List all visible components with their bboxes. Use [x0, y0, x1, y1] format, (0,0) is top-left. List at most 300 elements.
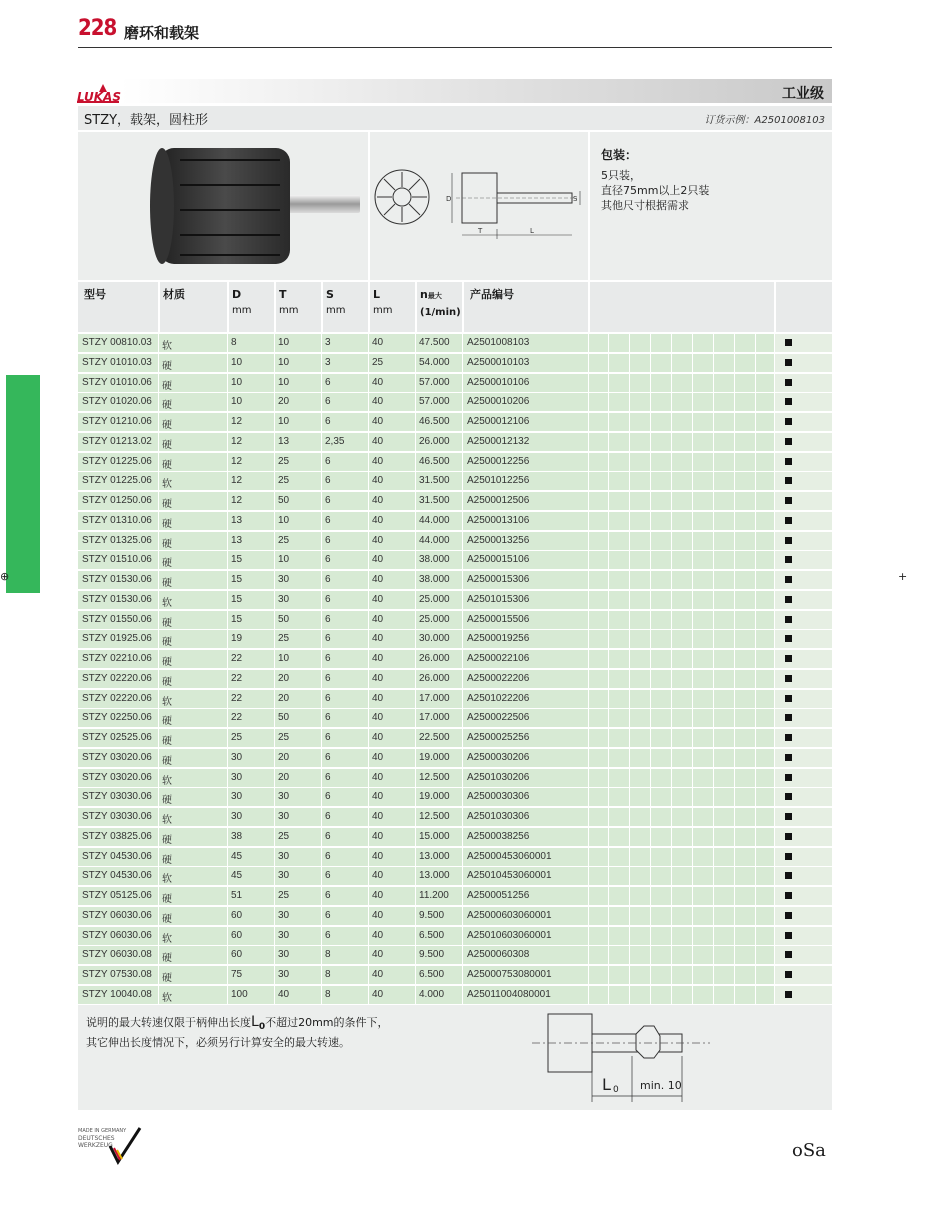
- column-divider: [774, 591, 775, 609]
- column-divider: [368, 769, 369, 787]
- table-row: [78, 907, 832, 925]
- table-row: [78, 374, 832, 392]
- note-text: 不超过20mm的条件下，: [265, 1016, 389, 1029]
- column-divider: [588, 867, 589, 885]
- cell-t: 20: [278, 771, 290, 783]
- image-divider: [588, 132, 590, 280]
- cell-part-number: A2500010206: [467, 396, 530, 408]
- column-divider: [415, 374, 416, 392]
- column-divider: [692, 374, 693, 392]
- column-divider: [734, 374, 735, 392]
- column-divider: [321, 472, 322, 490]
- column-divider: [158, 966, 159, 984]
- column-divider: [755, 334, 756, 352]
- column-divider: [734, 946, 735, 964]
- column-divider: [158, 749, 159, 767]
- column-divider: [755, 492, 756, 510]
- availability-mark-icon: [785, 675, 792, 682]
- column-divider: [692, 670, 693, 688]
- column-divider: [415, 927, 416, 945]
- availability-cell: [775, 650, 832, 668]
- column-divider: [321, 630, 322, 648]
- cell-material: 硬: [162, 420, 172, 431]
- column-divider: [158, 393, 159, 411]
- column-divider: [629, 611, 630, 629]
- column-divider: [462, 709, 463, 727]
- cell-d: 22: [231, 692, 243, 704]
- column-divider: [227, 393, 228, 411]
- cell-material: 硬: [162, 558, 172, 570]
- column-divider: [629, 867, 630, 885]
- packaging-title: 包装：: [601, 148, 638, 162]
- column-divider: [671, 788, 672, 806]
- column-divider: [415, 749, 416, 767]
- cell-part-number: A2500012132: [467, 435, 530, 447]
- column-divider: [158, 670, 159, 688]
- column-divider: [588, 354, 589, 372]
- cell-t: 25: [278, 890, 290, 901]
- made-in-line: WERKZEUG: [78, 1142, 113, 1149]
- column-divider: [274, 532, 275, 550]
- column-divider: [274, 630, 275, 648]
- column-divider: [650, 670, 651, 688]
- column-divider: [774, 690, 775, 708]
- column-divider: [415, 808, 416, 826]
- column-divider: [608, 907, 609, 925]
- column-divider: [734, 571, 735, 589]
- column-divider: [629, 946, 630, 964]
- col-l-label: L: [373, 288, 381, 301]
- column-divider: [462, 788, 463, 806]
- column-divider: [588, 690, 589, 708]
- cell-s: 6: [325, 534, 331, 546]
- cell-part-number: A2500025256: [467, 732, 530, 743]
- column-divider: [368, 729, 369, 747]
- cell-s: 6: [325, 633, 331, 645]
- column-divider: [774, 788, 775, 806]
- column-divider: [734, 867, 735, 885]
- cell-model: STZY 01325.06: [82, 534, 152, 546]
- column-divider: [321, 334, 322, 352]
- cell-material: 硬: [162, 637, 172, 649]
- column-divider: [755, 453, 756, 471]
- column-divider: [713, 334, 714, 352]
- column-divider: [158, 334, 159, 352]
- column-divider: [608, 690, 609, 708]
- column-divider: [608, 828, 609, 846]
- column-divider: [608, 413, 609, 431]
- cell-d: 60: [231, 909, 243, 921]
- column-divider: [734, 808, 735, 826]
- column-divider: [650, 986, 651, 1004]
- column-divider: [774, 630, 775, 648]
- column-divider: [462, 374, 463, 392]
- cell-model: STZY 03030.06: [82, 791, 152, 803]
- availability-mark-icon: [785, 734, 792, 741]
- column-divider: [274, 788, 275, 806]
- column-divider: [158, 453, 159, 471]
- column-divider: [368, 848, 369, 866]
- column-divider: [629, 433, 630, 451]
- column-divider: [774, 749, 775, 767]
- column-divider: [692, 512, 693, 530]
- column-divider: [734, 512, 735, 530]
- col-d-label: D: [232, 288, 242, 301]
- column-divider: [713, 907, 714, 925]
- column-divider: [588, 769, 589, 787]
- column-divider: [629, 966, 630, 984]
- column-divider: [755, 630, 756, 648]
- header-divider: [274, 282, 276, 332]
- column-divider: [671, 769, 672, 787]
- column-divider: [462, 650, 463, 668]
- column-divider: [692, 492, 693, 510]
- cell-n-max: 54.000: [419, 356, 450, 368]
- col-n: [420, 287, 461, 320]
- column-divider: [650, 571, 651, 589]
- column-divider: [415, 867, 416, 885]
- column-divider: [158, 571, 159, 589]
- cell-t: 50: [278, 613, 290, 625]
- column-divider: [671, 532, 672, 550]
- cell-d: 15: [231, 593, 243, 605]
- cell-n-max: 12.500: [419, 811, 450, 822]
- column-divider: [415, 413, 416, 431]
- column-divider: [734, 887, 735, 905]
- availability-mark-icon: [785, 379, 792, 386]
- column-divider: [671, 512, 672, 530]
- column-divider: [734, 788, 735, 806]
- cell-material: 硬: [162, 439, 172, 451]
- cell-material: 硬: [162, 676, 172, 688]
- column-divider: [274, 749, 275, 767]
- cell-model: STZY 04530.06: [82, 870, 152, 882]
- column-divider: [774, 907, 775, 925]
- checkmark-icon: [106, 1126, 144, 1168]
- column-divider: [713, 393, 714, 411]
- column-divider: [713, 808, 714, 826]
- column-divider: [321, 848, 322, 866]
- cell-d: 60: [231, 949, 243, 961]
- column-divider: [321, 749, 322, 767]
- column-divider: [629, 927, 630, 945]
- cell-model: STZY 01010.03: [82, 356, 152, 368]
- column-divider: [227, 433, 228, 451]
- cell-d: 12: [231, 475, 243, 487]
- column-divider: [274, 492, 275, 510]
- column-divider: [227, 966, 228, 984]
- cell-d: 13: [231, 514, 243, 526]
- cell-s: 8: [325, 949, 331, 961]
- column-divider: [588, 887, 589, 905]
- table-row: [78, 670, 832, 688]
- column-divider: [608, 729, 609, 747]
- cell-d: 12: [231, 455, 243, 467]
- column-divider: [755, 571, 756, 589]
- column-divider: [671, 611, 672, 629]
- column-divider: [158, 611, 159, 629]
- cell-t: 10: [278, 376, 290, 388]
- cell-d: 12: [231, 435, 243, 447]
- column-divider: [650, 334, 651, 352]
- cell-material: 硬: [162, 795, 172, 807]
- column-divider: [588, 532, 589, 550]
- cell-s: 6: [325, 376, 331, 388]
- column-divider: [629, 690, 630, 708]
- column-divider: [321, 571, 322, 589]
- column-divider: [713, 512, 714, 530]
- order-example: 订货示例：A2501008103: [704, 115, 825, 126]
- cell-material: 硬: [162, 854, 172, 866]
- column-divider: [650, 591, 651, 609]
- column-divider: [755, 867, 756, 885]
- table-row: [78, 887, 832, 905]
- cell-d: 30: [231, 811, 243, 822]
- availability-mark-icon: [785, 991, 792, 998]
- column-divider: [734, 907, 735, 925]
- column-divider: [608, 808, 609, 826]
- column-divider: [774, 433, 775, 451]
- column-divider: [650, 848, 651, 866]
- column-divider: [713, 551, 714, 569]
- column-divider: [274, 986, 275, 1004]
- column-divider: [462, 630, 463, 648]
- cell-n-max: 15.000: [419, 830, 450, 842]
- column-divider: [629, 670, 630, 688]
- column-divider: [415, 966, 416, 984]
- column-divider: [415, 709, 416, 727]
- cell-l: 40: [372, 811, 384, 822]
- product-table: [78, 334, 832, 1006]
- column-divider: [321, 927, 322, 945]
- cell-n-max: 17.000: [419, 712, 450, 724]
- column-divider: [650, 966, 651, 984]
- column-divider: [692, 709, 693, 727]
- column-divider: [755, 690, 756, 708]
- column-divider: [368, 393, 369, 411]
- column-divider: [158, 374, 159, 392]
- column-divider: [713, 433, 714, 451]
- column-divider: [774, 966, 775, 984]
- cell-part-number: A2500019256: [467, 633, 530, 645]
- column-divider: [774, 650, 775, 668]
- column-divider: [608, 946, 609, 964]
- cell-d: 30: [231, 791, 243, 803]
- column-divider: [462, 966, 463, 984]
- column-divider: [274, 887, 275, 905]
- packaging-line: 其他尺寸根据需求: [601, 199, 689, 212]
- column-divider: [321, 433, 322, 451]
- availability-mark-icon: [785, 853, 792, 860]
- cell-d: 13: [231, 534, 243, 546]
- column-divider: [274, 453, 275, 471]
- column-divider: [227, 769, 228, 787]
- cell-s: 6: [325, 455, 331, 467]
- availability-mark-icon: [785, 458, 792, 465]
- column-divider: [158, 532, 159, 550]
- cell-s: 8: [325, 988, 331, 1000]
- cell-d: 15: [231, 574, 243, 585]
- column-divider: [462, 769, 463, 787]
- column-divider: [274, 828, 275, 846]
- column-divider: [227, 650, 228, 668]
- column-divider: [227, 907, 228, 925]
- column-divider: [588, 472, 589, 490]
- column-divider: [274, 670, 275, 688]
- availability-mark-icon: [785, 833, 792, 840]
- column-divider: [158, 551, 159, 569]
- made-in-line: MADE IN GERMANY: [78, 1128, 127, 1134]
- column-divider: [713, 927, 714, 945]
- column-divider: [629, 354, 630, 372]
- column-divider: [274, 393, 275, 411]
- table-row: [78, 966, 832, 984]
- cell-model: STZY 01010.06: [82, 376, 152, 388]
- cell-t: 30: [278, 811, 290, 822]
- cell-d: 15: [231, 613, 243, 625]
- cell-n-max: 26.000: [419, 435, 450, 447]
- column-divider: [321, 828, 322, 846]
- cell-s: 6: [325, 554, 331, 566]
- dim-l: L: [530, 227, 534, 235]
- cell-part-number: A2500051256: [467, 890, 530, 901]
- column-divider: [755, 354, 756, 372]
- cell-l: 40: [372, 949, 384, 961]
- column-divider: [650, 433, 651, 451]
- column-divider: [368, 927, 369, 945]
- column-divider: [274, 433, 275, 451]
- column-divider: [227, 749, 228, 767]
- cell-material: 硬: [162, 755, 172, 767]
- availability-cell: [775, 709, 832, 727]
- column-divider: [588, 749, 589, 767]
- column-divider: [368, 571, 369, 589]
- column-divider: [650, 808, 651, 826]
- cell-t: 25: [278, 534, 290, 546]
- column-divider: [755, 749, 756, 767]
- cell-d: 75: [231, 969, 243, 980]
- column-divider: [713, 966, 714, 984]
- column-divider: [274, 690, 275, 708]
- cell-material: 硬: [162, 716, 172, 728]
- column-divider: [734, 650, 735, 668]
- column-divider: [462, 867, 463, 885]
- column-divider: [158, 690, 159, 708]
- column-divider: [274, 927, 275, 945]
- column-divider: [692, 532, 693, 550]
- cell-model: STZY 03020.06: [82, 771, 152, 783]
- cell-d: 38: [231, 830, 243, 842]
- cell-l: 40: [372, 653, 384, 664]
- cell-material: 硬: [162, 459, 172, 471]
- cell-model: STZY 02220.06: [82, 692, 152, 704]
- product-photo: [140, 140, 365, 270]
- table-row: [78, 867, 832, 885]
- column-divider: [462, 492, 463, 510]
- column-divider: [462, 354, 463, 372]
- column-divider: [588, 551, 589, 569]
- column-divider: [755, 532, 756, 550]
- column-divider: [368, 472, 369, 490]
- l0-sub: 0: [613, 1085, 619, 1095]
- availability-cell: [775, 492, 832, 510]
- column-divider: [734, 591, 735, 609]
- column-divider: [671, 551, 672, 569]
- cell-l: 40: [372, 613, 384, 625]
- column-divider: [158, 907, 159, 925]
- cell-t: 30: [278, 929, 290, 941]
- availability-mark-icon: [785, 596, 792, 603]
- cell-n-max: 19.000: [419, 791, 450, 803]
- cell-n-max: 31.500: [419, 475, 450, 487]
- column-divider: [588, 433, 589, 451]
- column-divider: [608, 532, 609, 550]
- column-divider: [368, 453, 369, 471]
- cell-n-max: 9.500: [419, 909, 445, 921]
- column-divider: [692, 571, 693, 589]
- column-divider: [588, 630, 589, 648]
- cell-n-max: 6.500: [419, 969, 445, 980]
- cell-l: 40: [372, 495, 384, 506]
- cell-t: 30: [278, 791, 290, 803]
- column-divider: [713, 769, 714, 787]
- column-divider: [588, 492, 589, 510]
- column-divider: [734, 532, 735, 550]
- column-divider: [588, 848, 589, 866]
- cell-n-max: 13.000: [419, 850, 450, 862]
- column-divider: [713, 946, 714, 964]
- cell-n-max: 57.000: [419, 376, 450, 388]
- col-part: 产品编号: [470, 288, 514, 301]
- column-divider: [734, 453, 735, 471]
- brand-logo: [77, 82, 119, 104]
- column-divider: [734, 630, 735, 648]
- table-row: [78, 808, 832, 826]
- header-divider: [321, 282, 323, 332]
- column-divider: [274, 591, 275, 609]
- column-divider: [755, 591, 756, 609]
- column-divider: [321, 492, 322, 510]
- cell-l: 40: [372, 909, 384, 921]
- column-divider: [158, 354, 159, 372]
- cell-s: 6: [325, 653, 331, 664]
- column-divider: [650, 769, 651, 787]
- column-divider: [671, 630, 672, 648]
- column-divider: [774, 512, 775, 530]
- cell-t: 50: [278, 495, 290, 506]
- column-divider: [415, 512, 416, 530]
- cell-part-number: A2500060308: [467, 949, 530, 961]
- col-t: [279, 287, 298, 318]
- table-row: [78, 611, 832, 629]
- column-divider: [368, 946, 369, 964]
- column-divider: [321, 690, 322, 708]
- column-divider: [671, 650, 672, 668]
- column-divider: [588, 512, 589, 530]
- column-divider: [629, 828, 630, 846]
- cell-n-max: 4.000: [419, 988, 445, 1000]
- cell-t: 10: [278, 653, 290, 664]
- column-divider: [629, 848, 630, 866]
- cell-part-number: A2501030306: [467, 811, 530, 822]
- cell-model: STZY 01510.06: [82, 554, 152, 566]
- column-divider: [774, 472, 775, 490]
- column-divider: [158, 887, 159, 905]
- availability-mark-icon: [785, 477, 792, 484]
- cell-n-max: 12.500: [419, 771, 450, 783]
- column-divider: [774, 867, 775, 885]
- column-divider: [608, 927, 609, 945]
